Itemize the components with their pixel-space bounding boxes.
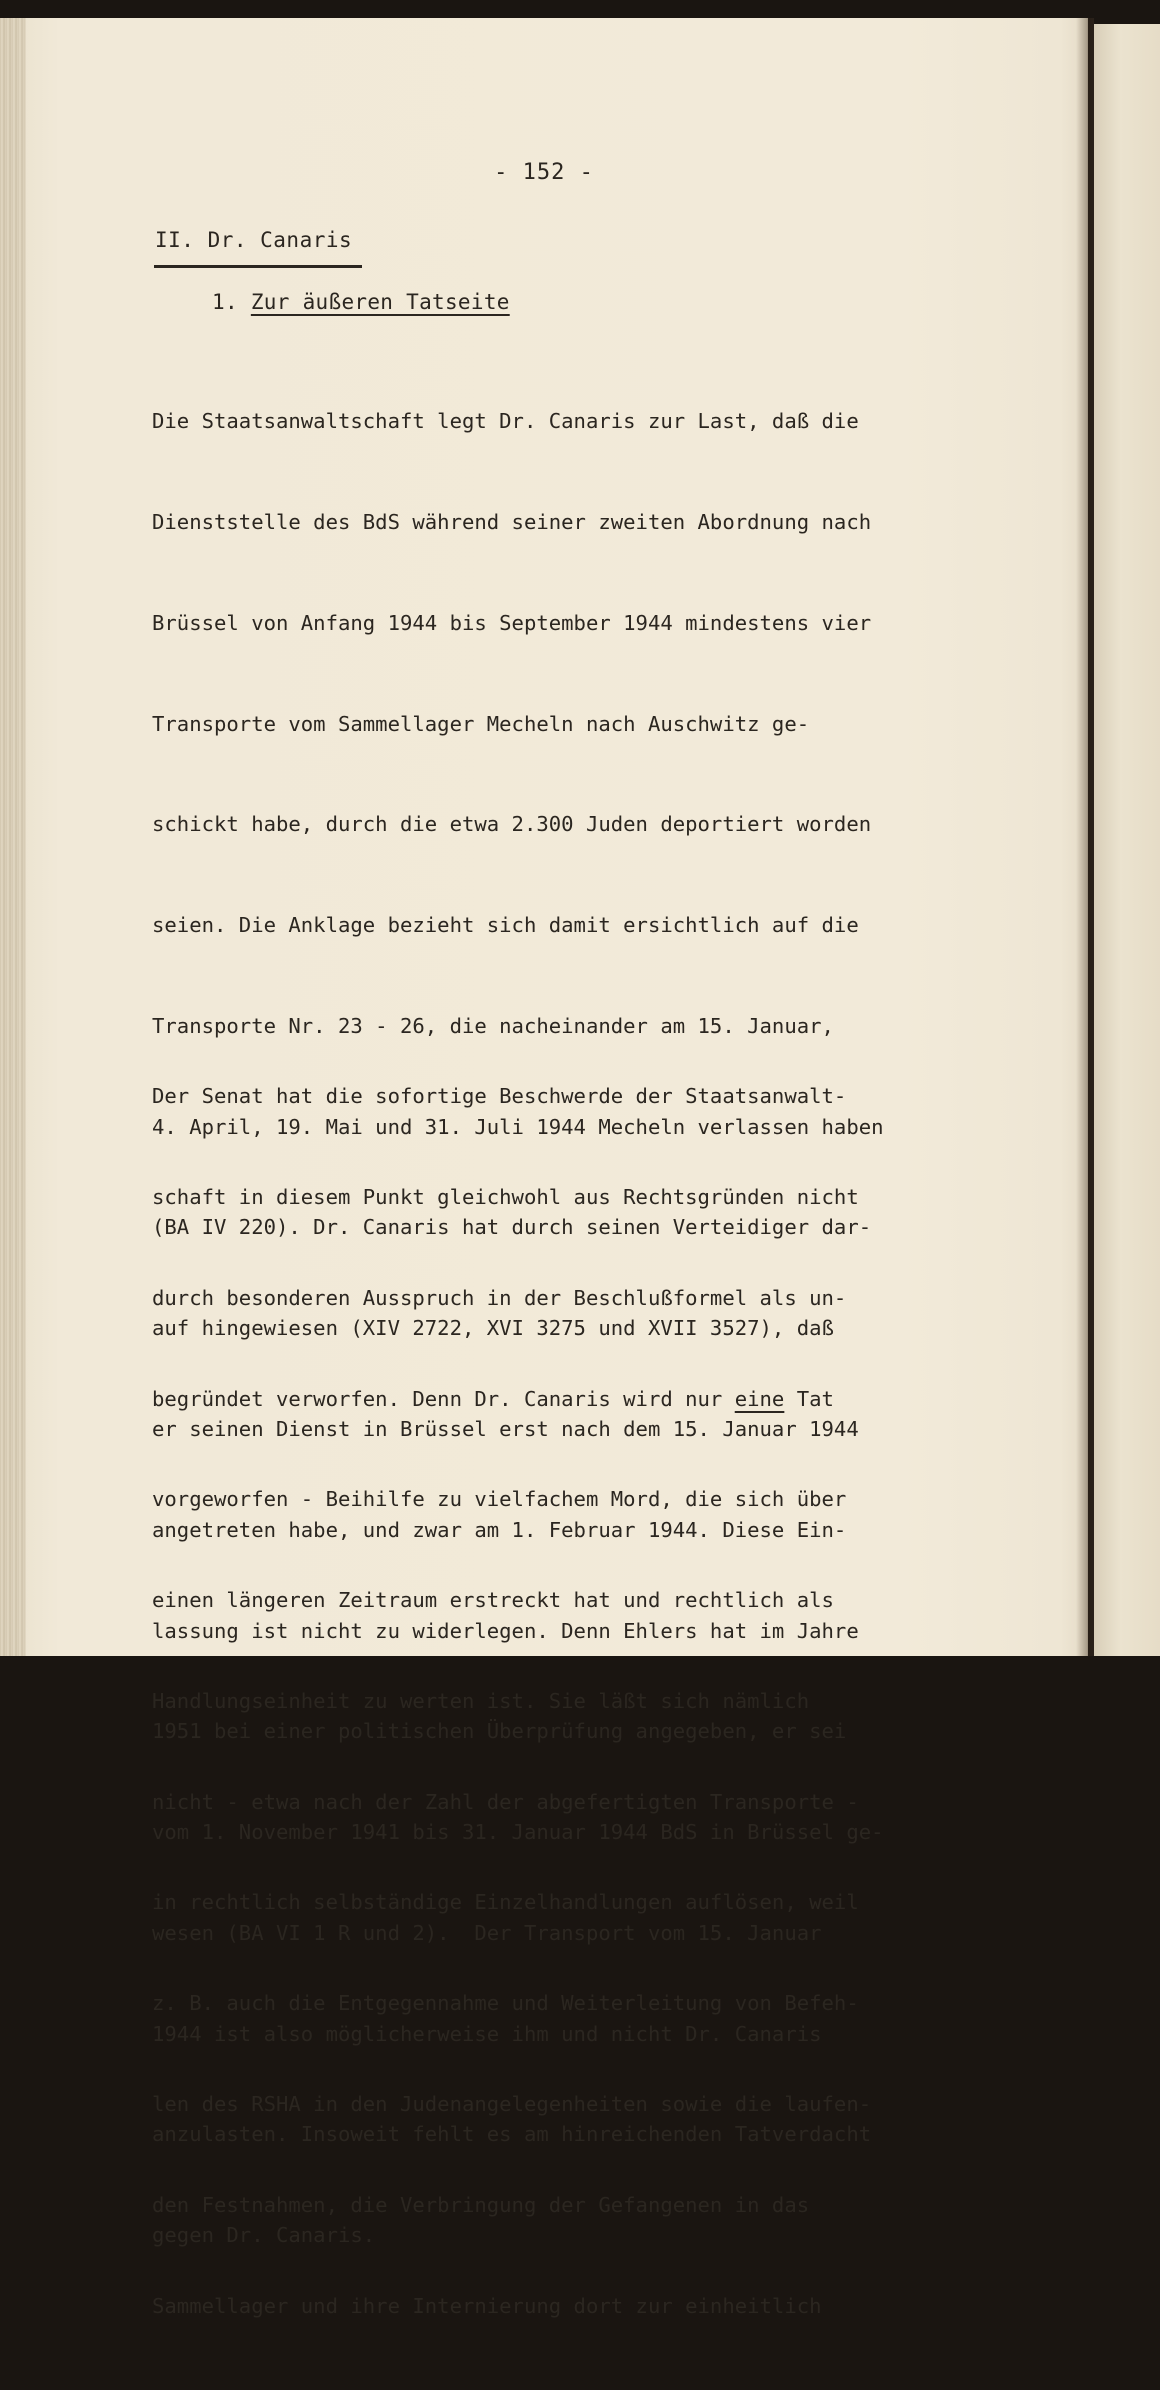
paragraph-line: 4. April, 19. Mai und 31. Juli 1944 Mecheln verlassen haben <box>152 1114 884 1139</box>
paragraph-2 <box>152 1013 982 2390</box>
paragraph-line: nicht - etwa nach der Zahl der abgefertigten Transporte - <box>152 1789 859 1814</box>
paragraph-line: vorgeworfen - Beihilfe zu vielfachem Mord, die sich über <box>152 1487 847 1512</box>
paragraph-line: Die Staatsanwaltschaft legt Dr. Canaris zur Last, daß die <box>152 409 859 434</box>
adjacent-page-edge <box>1094 24 1160 1656</box>
section-heading: II. Dr. Canaris <box>155 228 353 252</box>
paragraph-line: einen längeren Zeitraum erstreckt hat und rechtlich als <box>152 1588 834 1613</box>
paragraph-line <box>152 1383 982 1417</box>
paragraph-line: gegen Dr. Canaris. <box>152 2223 376 2248</box>
subsection-title: Zur äußeren Tatseite <box>250 290 510 314</box>
paragraph-line: Handlungseinheit zu werten ist. Sie läßt sich nämlich <box>152 1688 810 1713</box>
paragraph-line: Transporte Nr. 23 - 26, die nacheinander am 15. Januar, <box>152 1013 834 1038</box>
paragraph-line: schickt habe, durch die etwa 2.300 Juden deportiert worden <box>152 812 872 837</box>
paragraph-line: lassung ist nicht zu widerlegen. Denn Ehlers hat im Jahre <box>152 1618 859 1643</box>
section-heading-underline <box>154 265 362 268</box>
paragraph-line: (BA IV 220). Dr. Canaris hat durch seinen Verteidiger dar- <box>152 1215 872 1240</box>
paragraph-line: den Festnahmen, die Verbringung der Gefangenen in das <box>152 2192 810 2217</box>
paragraph-line: 1951 bei einer politischen Überprüfung angegeben, er sei <box>152 1719 847 1744</box>
paragraph-line: vom 1. November 1941 bis 31. Januar 1944 BdS in Brüssel ge- <box>152 1820 884 1845</box>
paragraph-line: Brüssel von Anfang 1944 bis September 1944 mindestens vier <box>152 610 872 635</box>
paragraph-line: in rechtlich selbständige Einzelhandlungen auflösen, weil <box>152 1890 859 1915</box>
subsection-number: 1. <box>212 290 238 314</box>
paragraph-line: Dienststelle des BdS während seiner zweiten Abordnung nach <box>152 509 872 534</box>
paragraph-line: durch besonderen Ausspruch in der Beschlußformel als un- <box>152 1285 847 1310</box>
paragraph-line: z. B. auch die Entgegennahme und Weiterleitung von Befeh- <box>152 1991 859 2016</box>
emphasized-word: eine <box>734 1386 785 1411</box>
paragraph-line: er seinen Dienst in Brüssel erst nach dem 15. Januar 1944 <box>152 1417 859 1441</box>
paragraph-line: schaft in diesem Punkt gleichwohl aus Rechtsgründen nicht <box>152 1184 859 1209</box>
subsection-heading <box>212 290 510 314</box>
paragraph-line: seien. Die Anklage bezieht sich damit ersichtlich auf die <box>152 913 859 938</box>
paragraph-line: Sammellager und ihre Internierung dort zur einheitlich <box>152 2293 822 2318</box>
paragraph-line: 1944 ist also möglicherweise ihm und nicht Dr. Canaris <box>152 2021 822 2046</box>
page-number: - 152 - <box>494 160 594 185</box>
line-text: begründet verworfen. Denn Dr. Canaris wird nur <box>152 1386 735 1411</box>
paragraph-line: wesen (BA VI 1 R und 2). Der Transport vom 15. Januar <box>152 1920 822 1945</box>
paragraph-line: auf hingewiesen (XIV 2722, XVI 3275 und XVII 3527), daß <box>152 1316 834 1341</box>
paragraph-line: len des RSHA in den Judenangelegenheiten sowie die laufen- <box>152 2092 872 2116</box>
paragraph-line: anzulasten. Insoweit fehlt es am hinreichenden Tatverdacht <box>152 2122 872 2147</box>
line-text: Tat <box>784 1386 834 1411</box>
paragraph-line: Transporte vom Sammellager Mecheln nach Auschwitz ge- <box>152 711 810 736</box>
paragraph-line: Der Senat hat die sofortige Beschwerde der Staatsanwalt- <box>152 1084 847 1109</box>
paragraph-line: angetreten habe, und zwar am 1. Februar 1944. Diese Ein- <box>152 1517 847 1542</box>
